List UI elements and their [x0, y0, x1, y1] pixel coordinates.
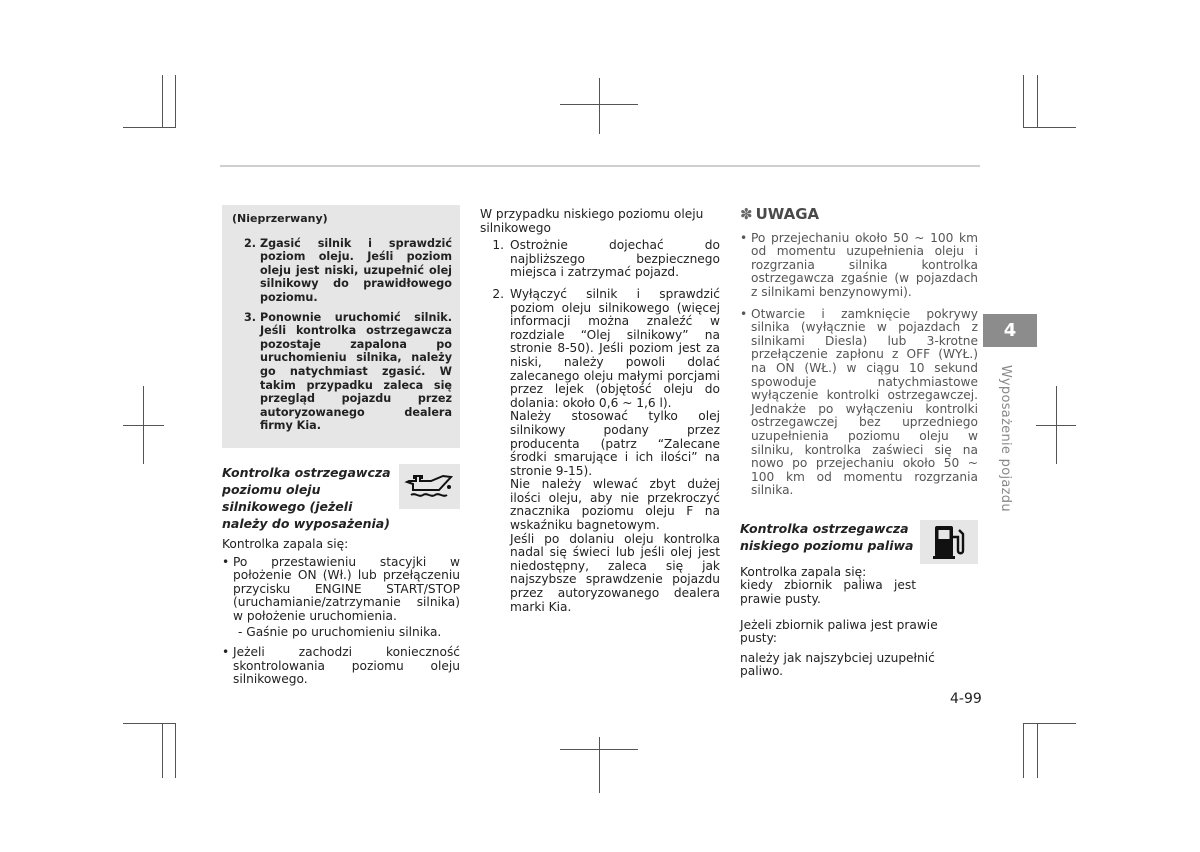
item-text: Zgasić silnik i sprawdzić poziom oleju. Jeśli poziom oleju jest niski, uzupełnić olej silnikowy do prawidłowego poziomu.: [260, 236, 452, 304]
list-item: [232, 237, 452, 305]
oil-warning-bullets-2: [222, 646, 460, 687]
bullet-text: Jeżeli zachodzi konieczność skontrolowania poziomu oleju silnikowego.: [233, 645, 460, 687]
fuel-warning-title: Kontrolka ostrzegawcza niskiego poziomu paliwa: [740, 520, 914, 553]
fuel-pump-icon: [920, 520, 978, 564]
bullet-text: Po przestawieniu stacyjki w położenie ON (Wł.) lub przełączeniu przycisku ENGINE START/STOP (uruchamianie/zatrzymanie silnika) w położenie uruchomienia.: [233, 554, 460, 623]
oil-warning-intro: Kontrolka zapala się:: [222, 536, 349, 551]
sub-note: - Gaśnie po uruchomieniu silnika.: [238, 625, 442, 640]
oil-can-warning-icon: [399, 464, 460, 509]
bullet-text: Otwarcie i zamknięcie pokrywy silnika (wyłącznie w pojazdach z silnikami Diesla) lub 3-krotne przełączenie zapłonu z OFF (WYŁ.) na ON (WŁ.) w ciągu 10 sekund spowoduje natychmiastowe wyłączenie kontrolki ostrzegawczej. Jednakże po wyłączeniu kontrolki ostrzegawczej bez uprzedniego uzupełnienia poziomu oleju w silniku, kontrolka zaświeci się na nowo po przejechaniu około 50 ~ 100 km od momentu rozgrzania silnika.: [751, 306, 978, 498]
item-number: 2.: [243, 236, 256, 250]
item-number: 1.: [492, 238, 504, 253]
fuel-action: należy jak najszybciej uzupełnić paliwo.: [740, 650, 935, 679]
step-text: Nie należy wlewać zbyt dużej ilości oleju, aby nie przekroczyć znacznika poziomu oleju F na wskaźniku bagnetowym.: [510, 477, 720, 533]
fuel-condition: kiedy zbiornik paliwa jest prawie pusty.: [740, 578, 916, 607]
column-left: [222, 205, 460, 690]
header-rule: [220, 165, 980, 167]
list-item: • Po przestawieniu stacyjki w położenie ON (Wł.) lub przełączeniu przycisku ENGINE START/STOP (uruchamianie/zatrzymanie silnika) w położenie uruchomienia.: [222, 554, 460, 623]
oil-warning-title: Kontrolka ostrzegawcza poziomu oleju silnikowego (jeżeli należy do wyposażenia): [222, 464, 391, 531]
step-text: Ostrożnie dojechać do najbliższego bezpiecznego miejsca i zatrzymać pojazd.: [510, 238, 720, 280]
continued-steps-box: [222, 205, 460, 448]
caution-label: UWAGA: [755, 205, 820, 223]
caution-heading: [740, 205, 978, 223]
low-oil-steps: [480, 239, 720, 614]
page-number: 4-99: [950, 691, 982, 707]
fuel-warning-intro: Kontrolka zapala się:: [740, 564, 867, 579]
column-middle: [480, 208, 720, 622]
fuel-warning-heading-row: [740, 520, 978, 564]
continued-heading: (Nieprzerwany): [232, 212, 328, 225]
item-number: 2.: [492, 286, 504, 301]
list-item: [480, 288, 720, 614]
step-text: Należy stosować tylko olej silnikowy podany przez producenta (patrz “Zalecane środki smarujące i ich ilości” na stronie 9-15).: [510, 409, 720, 478]
column-right: [740, 205, 978, 689]
chapter-title: Wyposażenie pojazdu: [998, 365, 1013, 512]
low-oil-intro: W przypadku niskiego poziomu oleju silnikowego: [480, 207, 704, 235]
item-text: Ponownie uruchomić silnik. Jeśli kontrolka ostrzegawcza pozostaje zapalona po uruchomieniu silnika, należy go natychmiast zgasić. W takim przypadku zaleca się przegląd pojazdu przez autoryzowanego dealera firmy Kia.: [260, 310, 452, 433]
caution-bullets: [740, 232, 978, 498]
bullet-text: Po przejechaniu około 50 ~ 100 km od momentu uzupełnienia oleju i rozgrzania silnika kontrolka ostrzegawcza zgaśnie (w pojazdach z silnikami benzynowymi).: [751, 230, 978, 299]
item-number: 3.: [243, 310, 256, 324]
fuel-condition-row: [740, 579, 978, 606]
continued-steps-list: [232, 237, 452, 433]
list-item: [480, 239, 720, 280]
asterisk-icon: ✽: [740, 205, 753, 223]
chapter-number-tab: 4: [983, 314, 1037, 347]
list-item: • Jeżeli zachodzi konieczność skontrolowania poziomu oleju silnikowego.: [222, 645, 460, 687]
list-item: • Otwarcie i zamknięcie pokrywy silnika (wyłącznie w pojazdach z silnikami Diesla) lub 3-krotne przełączenie zapłonu z OFF (WYŁ.) na ON (WŁ.) w ciągu 10 sekund spowoduje natychmiastowe wyłączenie kontrolki ostrzegawczej. Jednakże po wyłączeniu kontrolki ostrzegawczej bez uprzedniego uzupełnienia poziomu oleju w silniku, kontrolka zaświeci się na nowo po przejechaniu około 50 ~ 100 km od momentu rozgrzania silnika.: [740, 306, 978, 498]
oil-warning-bullets: [222, 556, 460, 624]
step-text: Wyłączyć silnik i sprawdzić poziom oleju silnikowego (więcej informacji można znaleźć w rozdziale “Olej silnikowy” na stronie 8-50). Jeśli poziom jest za niski, należy powoli dolać zalecanego oleju małymi porcjami przez lejek (objętość oleju do dolania: około 0,6 ~ 1,6 l).: [510, 286, 720, 410]
list-item: [232, 311, 452, 433]
list-item: • Po przejechaniu około 50 ~ 100 km od momentu uzupełnienia oleju i rozgrzania silnika kontrolka ostrzegawcza zgaśnie (w pojazdach z silnikami benzynowymi).: [740, 230, 978, 299]
fuel-subheading: Jeżeli zbiornik paliwa jest prawie pusty:: [740, 617, 938, 646]
oil-warning-heading-row: [222, 464, 460, 532]
step-text: Jeśli po dolaniu oleju kontrolka nadal się świeci lub jeśli olej jest niedostępny, zaleca się jak najszybsze sprawdzenie pojazdu przez autoryzowanego dealera marki Kia.: [510, 531, 720, 614]
